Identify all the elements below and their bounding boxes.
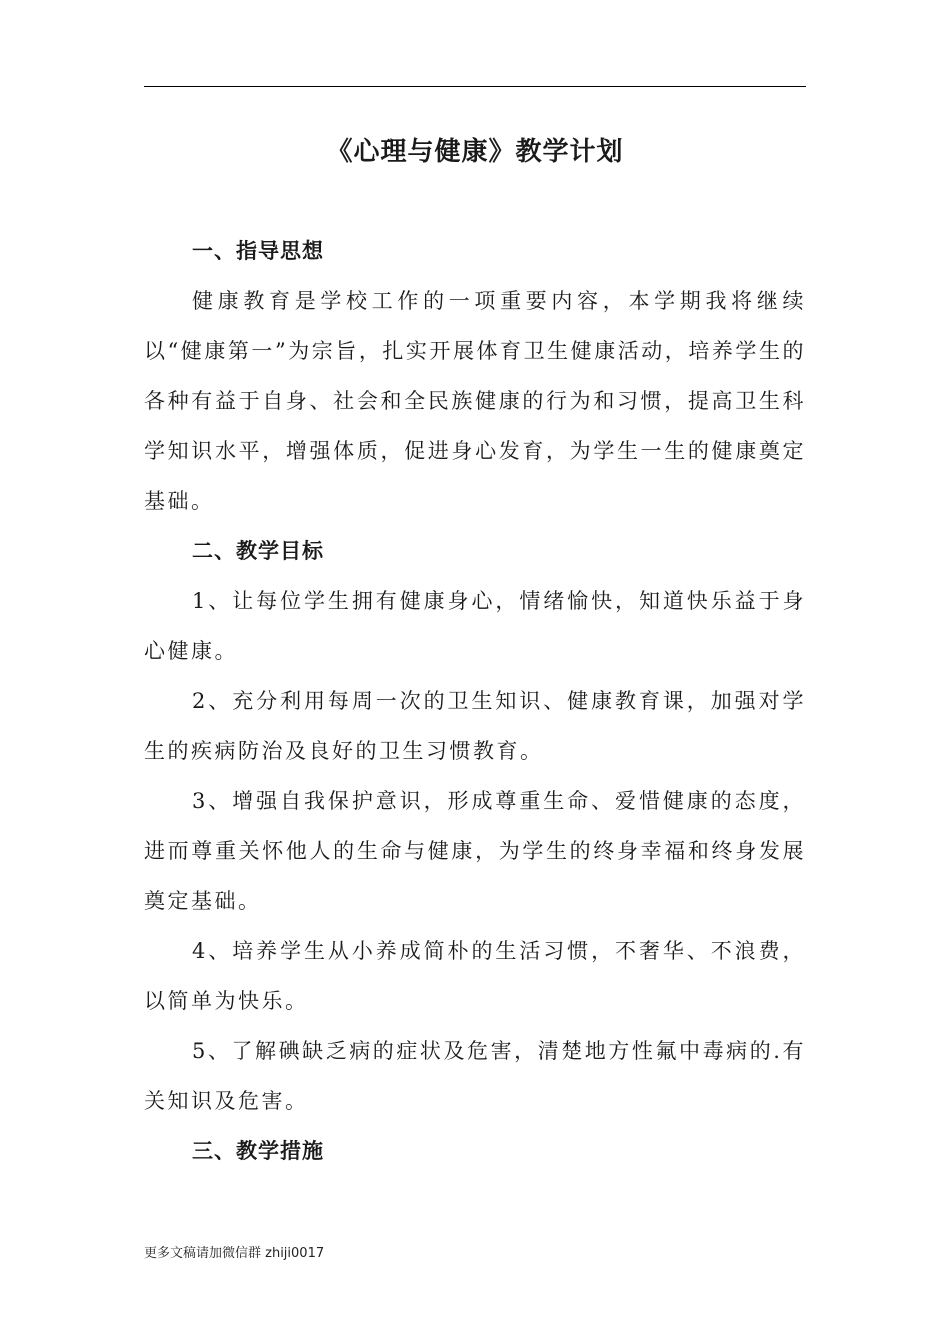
section-guiding-ideology [144,226,806,526]
section-heading: 三、教学措施 [192,1139,324,1163]
paragraph: 5、了解碘缺乏病的症状及危害，清楚地方性氟中毒病的.有关知识及危害。 [144,1039,806,1113]
footer-note: 更多文稿请加微信群 zhiji0017 [144,1246,325,1261]
section-heading: 二、教学目标 [192,539,324,563]
paragraph: 3、增强自我保护意识，形成尊重生命、爱惜健康的态度，进而尊重关怀他人的生命与健康，为学生的终身幸福和终身发展奠定基础。 [144,789,806,913]
document-body [144,226,806,1176]
section-teaching-goals [144,526,806,1126]
header-rule [144,86,806,87]
section-heading: 一、指导思想 [192,239,324,263]
section-teaching-measures [144,1126,806,1176]
paragraph: 2、充分利用每周一次的卫生知识、健康教育课，加强对学生的疾病防治及良好的卫生习惯教育。 [144,689,806,763]
paragraph: 健康教育是学校工作的一项重要内容，本学期我将继续以“健康第一”为宗旨，扎实开展体育卫生健康活动，培养学生的各种有益于自身、社会和全民族健康的行为和习惯，提高卫生科学知识水平，增强体质，促进身心发育，为学生一生的健康奠定基础。 [144,289,806,513]
paragraph: 1、让每位学生拥有健康身心，情绪愉快，知道快乐益于身心健康。 [144,589,806,663]
document-title: 《心理与健康》教学计划 [326,137,624,167]
paragraph: 4、培养学生从小养成简朴的生活习惯，不奢华、不浪费，以简单为快乐。 [144,939,806,1013]
